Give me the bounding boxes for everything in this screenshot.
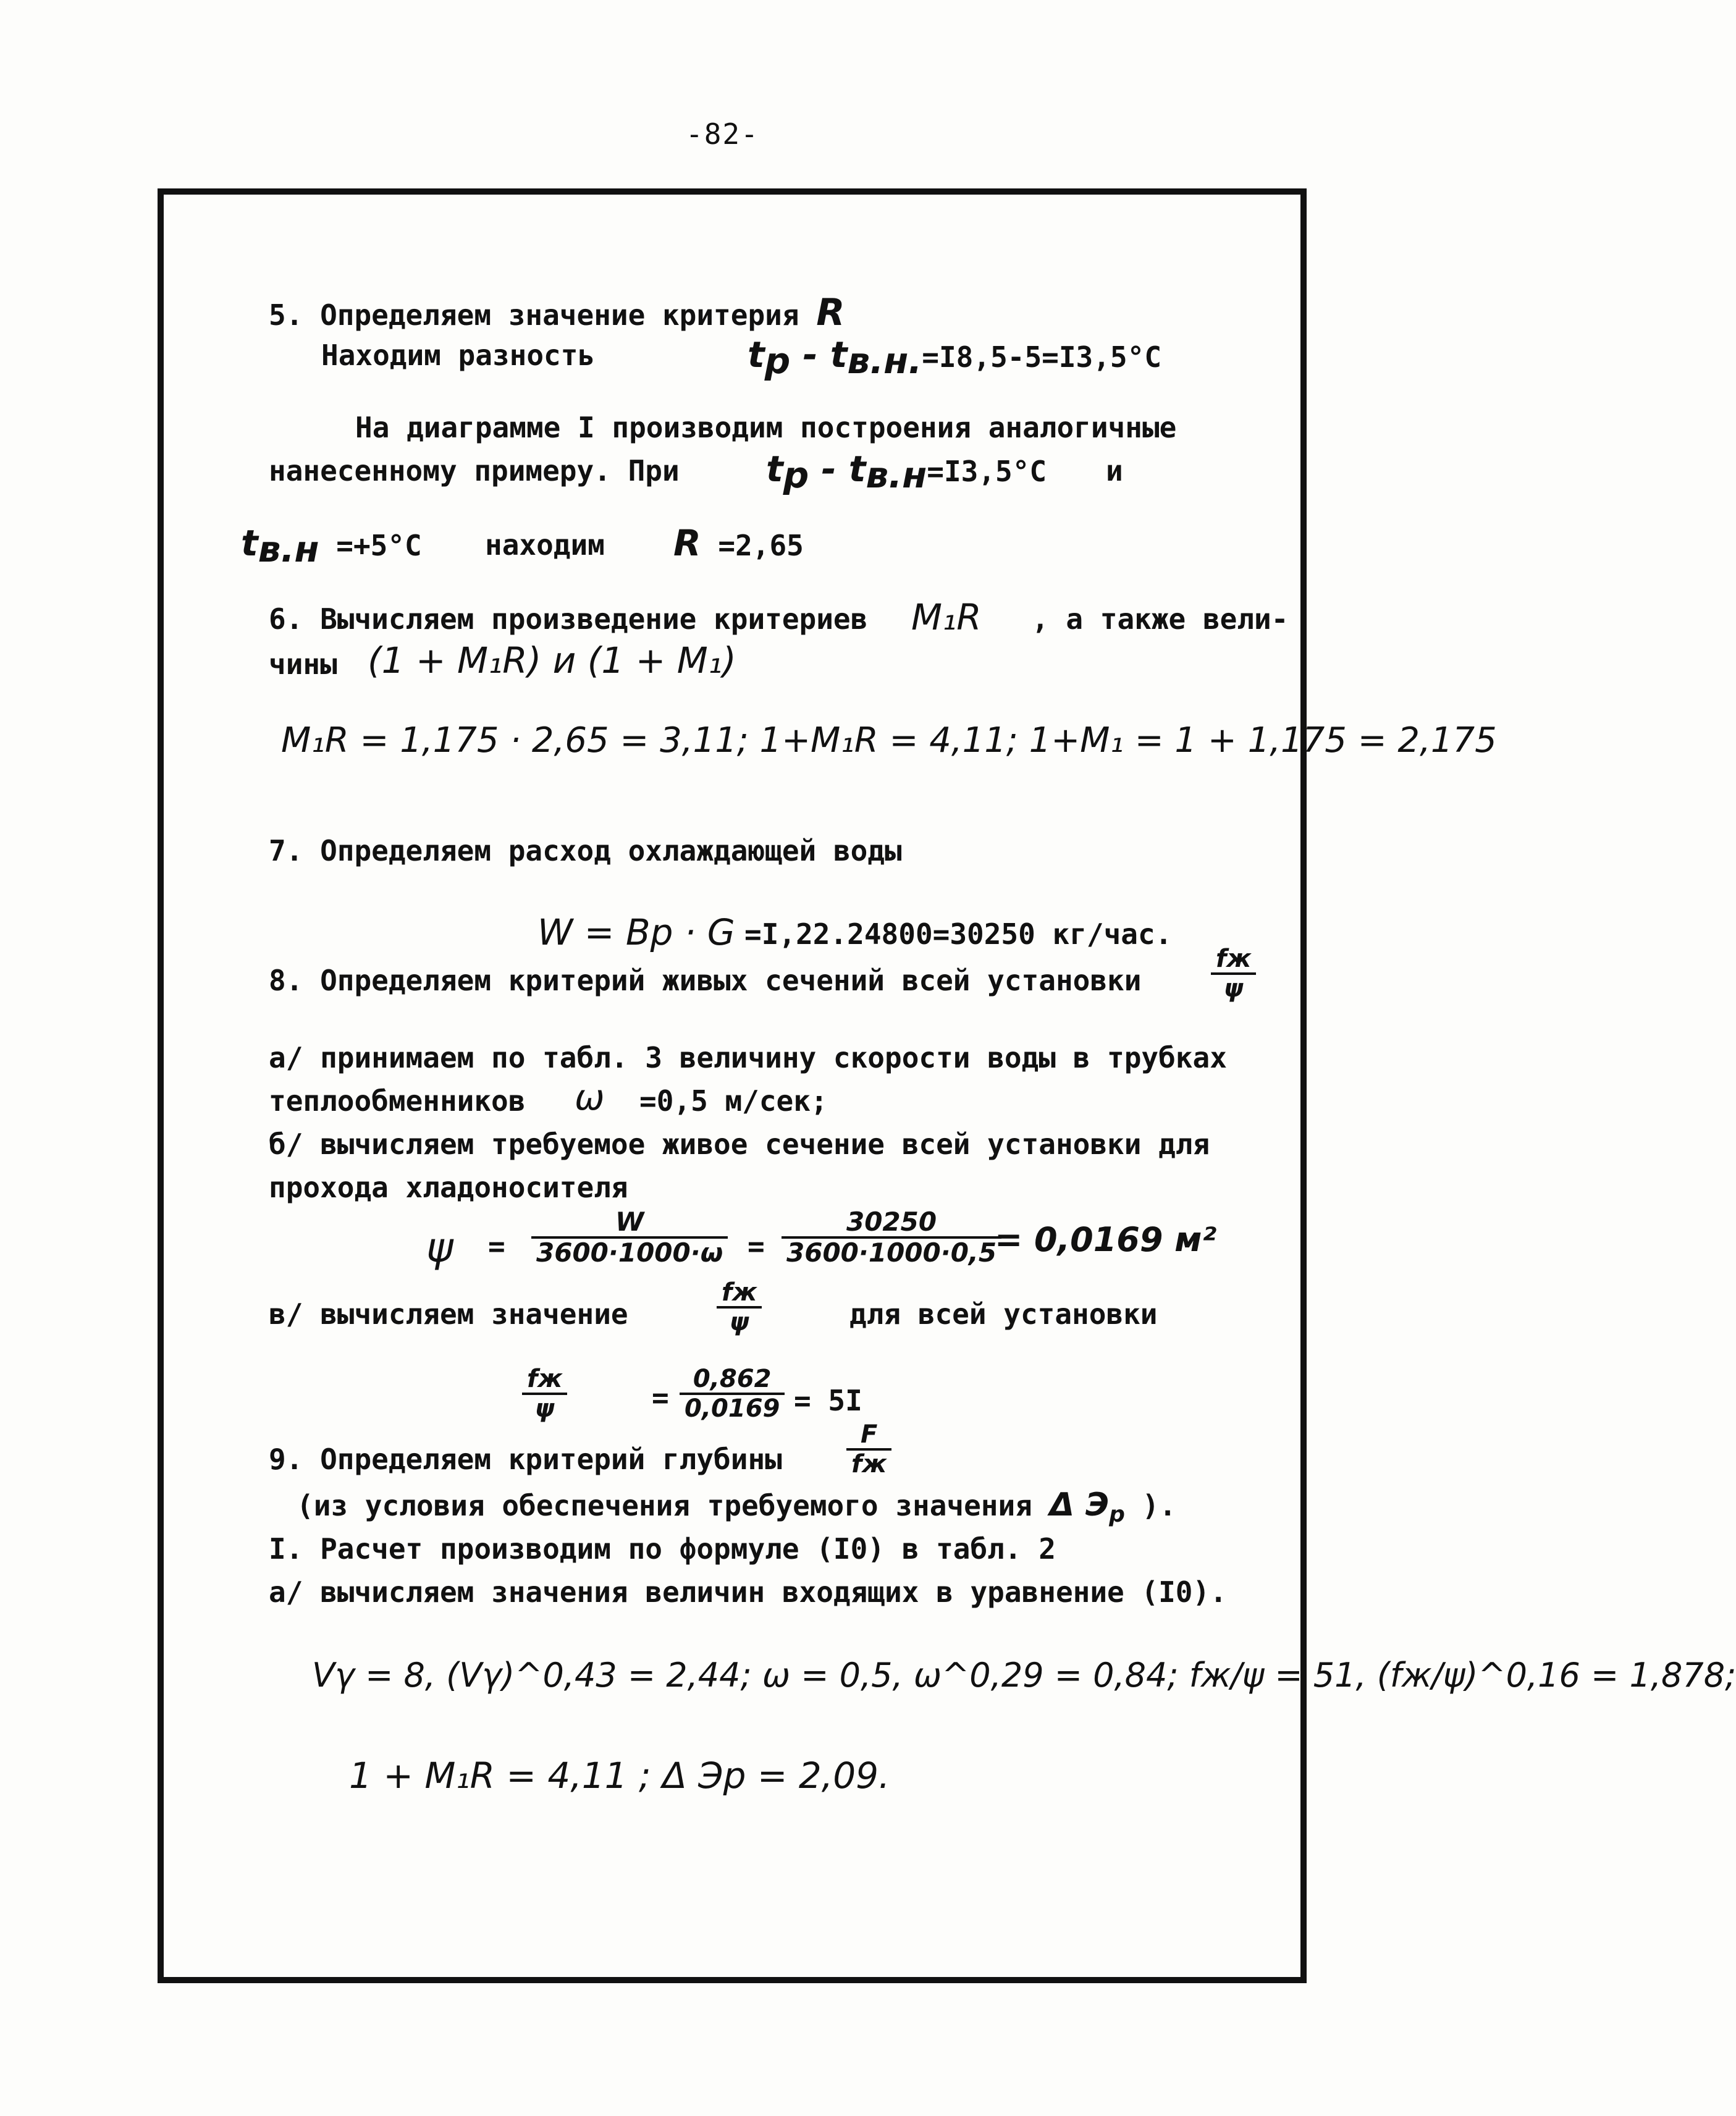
tvn-sub: в.н	[258, 528, 319, 571]
page-number: -82-	[686, 117, 759, 151]
item-c-fraction-den: ψ	[729, 1308, 749, 1336]
find-value: =2,65	[718, 529, 804, 562]
section-5-and: и	[1106, 454, 1123, 487]
tvn-expression	[241, 522, 422, 571]
diff-sub1: р	[764, 340, 791, 382]
psi-fraction-1	[531, 1208, 728, 1267]
psi-fraction-1-den: 3600·1000·ω	[536, 1237, 723, 1268]
item-a-line-1: а/ принимаем по табл. 3 величину скорости воды в трубках	[269, 1041, 1227, 1074]
section-8-heading: 8. Определяем критерий живых сечений всей установки	[269, 964, 1142, 997]
section-6-heading-tail: , а также вели-	[1032, 602, 1289, 636]
ratio-right-num: 0,862	[680, 1365, 785, 1395]
expr2-t: t	[766, 448, 783, 490]
psi-equals-2: =	[748, 1229, 765, 1263]
psi-fraction-1-num: W	[531, 1208, 728, 1239]
find-label: находим	[485, 528, 605, 562]
item-a-value: =0,5 м/сек;	[639, 1084, 828, 1118]
psi-fraction-2-den: 3600·1000·0,5	[786, 1237, 997, 1268]
ratio-left-num: fж	[522, 1365, 567, 1395]
psi-result: = 0,0169 м²	[995, 1220, 1217, 1259]
section-5-expr-2	[766, 448, 1047, 497]
section-9-fraction-den: fж	[851, 1450, 887, 1478]
tvn-value: =+5°C	[336, 529, 422, 562]
diff-expression	[748, 334, 1161, 383]
item-c-fraction	[717, 1279, 762, 1336]
section-9-heading: 9. Определяем критерий глубины	[269, 1443, 782, 1476]
section-9-formula-2: 1 + M₁R = 4,11 ; Δ Эр = 2,09.	[349, 1755, 890, 1797]
omega-symbol: ω	[575, 1076, 605, 1118]
psi-symbol: ψ	[426, 1224, 453, 1271]
section-8-fraction	[1211, 945, 1256, 1002]
section-9-line-3: I. Расчет производим по формуле (I0) в табл. 2	[269, 1532, 1056, 1566]
section-6-formula: M₁R = 1,175 · 2,65 = 3,11; 1+M₁R = 4,11; 1+M₁ = 1 + 1,175 = 2,175	[281, 720, 1497, 761]
section-6-line-2: чины	[269, 647, 337, 681]
ratio-fraction-right	[680, 1365, 785, 1422]
section-9-fraction	[846, 1421, 891, 1478]
diff-minus-t: - t	[790, 334, 848, 376]
section-9-line-4: а/ вычисляем значения величин входящих в уравнение (I0).	[269, 1575, 1227, 1609]
expr2-value: =I3,5°C	[927, 455, 1047, 488]
tvn-t: t	[241, 522, 258, 564]
section-5-heading-text: 5. Определяем значение критерия	[269, 298, 799, 332]
psi-equals-1: =	[488, 1229, 505, 1263]
section-7-formula-handwritten: W = Bр · G	[537, 911, 735, 953]
item-a-line-2: теплообменников	[269, 1084, 526, 1118]
section-6-expression: (1 + M₁R) и (1 + M₁)	[368, 639, 736, 681]
psi-fraction-2-num: 30250	[782, 1208, 1001, 1239]
section-5-para-1: На диаграмме I производим построения аналогичные	[355, 411, 1177, 444]
item-c-tail: для всей установки	[849, 1297, 1158, 1331]
item-b-line-2: прохода хладоносителя	[269, 1171, 628, 1204]
find-expression	[673, 522, 804, 565]
diff-sub2: в.н.	[847, 340, 922, 382]
ratio-left-den: ψ	[534, 1394, 555, 1423]
expr2-sub2: в.н	[866, 454, 927, 497]
section-7-heading: 7. Определяем расход охлаждающей воды	[269, 834, 902, 867]
ratio-right-den: 0,0169	[685, 1394, 780, 1423]
section-9-line-2	[297, 1486, 1176, 1528]
section-5-heading	[269, 290, 845, 335]
section-9-line-2-text: (из условия обеспечения требуемого значения	[297, 1489, 1032, 1522]
expr2-sub1: р	[783, 454, 809, 497]
section-7-formula-typed: =I,22.24800=30250 кг/час.	[744, 917, 1173, 951]
section-9-fraction-num: F	[846, 1421, 891, 1451]
ratio-result: = 5I	[794, 1384, 862, 1417]
section-8-fraction-num: fж	[1211, 945, 1256, 975]
ratio-fraction-left	[522, 1365, 567, 1422]
delta-E-symbol: Δ Э	[1049, 1486, 1110, 1524]
item-c-fraction-num: fж	[717, 1279, 762, 1309]
diff-value: =I8,5-5=I3,5°C	[922, 340, 1162, 374]
diff-t: t	[748, 334, 765, 376]
item-c-label: в/ вычисляем значение	[269, 1297, 628, 1331]
diff-label: Находим разность	[321, 339, 596, 372]
section-9-line-2-end: ).	[1142, 1489, 1176, 1522]
psi-fraction-2	[782, 1208, 1001, 1267]
expr2-minus-t: - t	[809, 448, 866, 490]
section-8-fraction-den: ψ	[1223, 974, 1244, 1003]
ratio-equals: =	[652, 1381, 669, 1414]
section-6-heading: 6. Вычисляем произведение критериев	[269, 602, 868, 636]
item-b-line-1: б/ вычисляем требуемое живое сечение всей установки для	[269, 1128, 1210, 1161]
section-6-symbol: M₁R	[911, 596, 982, 638]
find-R: R	[673, 522, 701, 564]
delta-E-sub: р	[1109, 1502, 1125, 1528]
section-5-para-2: нанесенному примеру. При	[269, 454, 680, 487]
section-9-formula-1: Vγ = 8, (Vγ)^0,43 = 2,44; ω = 0,5, ω^0,29 = 0,84; fж/ψ = 51, (fж/ψ)^0,16 = 1,878;	[312, 1656, 1736, 1695]
section-5-heading-symbol: R	[816, 291, 845, 334]
